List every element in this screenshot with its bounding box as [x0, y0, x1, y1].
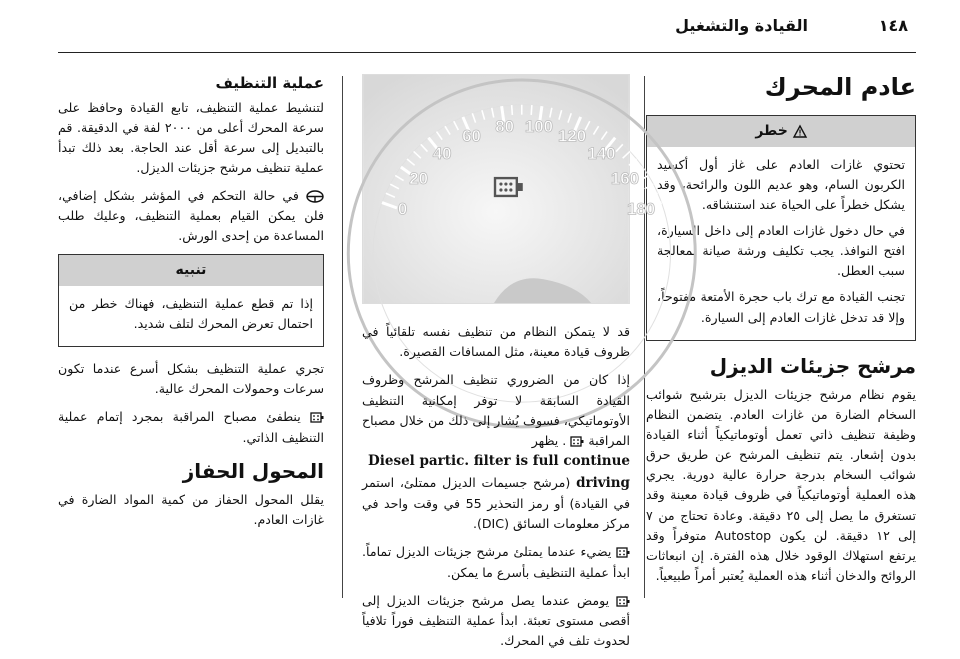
notice-box [58, 254, 324, 347]
column-divider [342, 76, 343, 598]
left-paragraph-5: يقلل المحول الحفاز من كمية المواد الضارة في غازات العادم. [58, 491, 324, 527]
gauge-label: 40 [432, 144, 452, 164]
middle-paragraph-3-text: يضيء عندما يمتلئ مرشح جزيئات الديزل تماماً. ابدأ عملية التنظيف بأسرع ما يمكن. [362, 544, 630, 580]
middle-paragraph-4 [362, 591, 630, 651]
left-paragraph-4-text: ينطفئ مصباح المراقبة بمجرد إتمام عملية التنظيف الذاتي. [58, 409, 324, 445]
gauge-tick [531, 105, 532, 115]
diesel-filter-warning-icon [570, 435, 584, 448]
gauge-label: 100 [524, 117, 553, 137]
gauge-label: 180 [626, 199, 656, 219]
danger-box-title: خطر [755, 123, 788, 140]
middle-paragraph-2-part-b: . يظهر [531, 432, 567, 448]
middle-paragraph-2-part-c: (مرشح جسيمات الديزل ممتلئ، استمر في القيادة) أو رمز التحذير 55 في وقت واحد في مركز معلومات السائق (DIC). [362, 474, 630, 532]
notice-box-title: تنبيه [59, 255, 323, 285]
page-header [0, 0, 960, 40]
gauge-label: 60 [462, 126, 481, 146]
dic-message-line-2: driving [576, 474, 630, 491]
right-column [646, 64, 916, 594]
left-paragraph-1: لتنشيط عملية التنظيف، تابع القيادة وحافظ على سرعة المحرك أعلى من ٢٠٠٠ لفة في الدقيقة. قم بالتبديل إلى سرعة أقل عند الحاجة. بعد ذلك تبدأ عملية تنظيف مرشح جزيئات الديزل. [58, 99, 324, 175]
warning-triangle-icon [793, 125, 807, 138]
page-number: ١٤٨ [878, 16, 908, 35]
left-paragraph-4 [58, 407, 324, 447]
header-title: القيادة والتشغيل [675, 16, 808, 35]
left-paragraph-2 [58, 186, 324, 246]
middle-paragraph-1: قد لا يتمكن النظام من تنظيف نفسه تلقائياً في ظروف قيادة معينة، مثل المسافات القصيرة. [362, 324, 630, 360]
gauge-label: 0 [397, 199, 408, 219]
gauge-tick [512, 105, 513, 115]
danger-paragraph: تجنب القيادة مع ترك باب حجرة الأمتعة مفتوحاً، وإلا قد تدخل غازات العادم إلى السيارة. [657, 289, 905, 325]
left-paragraph-3: تجري عملية التنظيف بشكل أسرع عندما تكون سرعات وحمولات المحرك عالية. [58, 361, 324, 397]
middle-column [362, 64, 656, 659]
section-heading-cleaning: عملية التنظيف [215, 74, 324, 92]
header-rule [58, 52, 916, 53]
middle-paragraph-4-text: يومض عندما يصل مرشح جزيئات الديزل إلى أقصى مستوى تعبئة. ابدأ عملية التنظيف فوراً تلافياً لحدوث تلف في المحرك. [362, 592, 630, 649]
steering-wheel-icon [306, 190, 324, 203]
gauge-label: 120 [557, 126, 587, 146]
gauge-tick [629, 159, 637, 165]
left-column [58, 64, 324, 538]
middle-paragraph-2 [362, 370, 630, 534]
middle-paragraph-3 [362, 542, 630, 582]
diesel-filter-warning-icon [616, 595, 630, 608]
section-heading-engine-exhaust: عادم المحرك [764, 73, 916, 101]
notice-box-text: إذا تم قطع عملية التنظيف، فهناك خطر من احتمال تعرض المحرك لتلف شديد. [69, 295, 313, 332]
section-heading-diesel-filter: مرشح جزيئات الديزل [709, 353, 916, 378]
diesel-filter-warning-icon [616, 546, 630, 559]
dic-message-line-1: Diesel partic. filter is full continue [368, 452, 630, 469]
speedometer-illustration [362, 74, 656, 304]
danger-box-header [647, 116, 915, 146]
danger-paragraph: في حال دخول غازات العادم إلى داخل السيارة، افتح النوافذ. يجب تكليف ورشة صيانة بمعالجة سبب العطل. [657, 223, 905, 279]
diesel-filter-warning-icon [310, 411, 324, 424]
middle-paragraph-2-part-a: إذا كان من الضروري تنظيف المرشح وظروف القيادة السابقة لا توفر إمكانية التنظيف الأوتوماتيكي، فسوف يُشار إلى ذلك من خلال مصباح المراقبة [362, 372, 630, 448]
gauge-label: 20 [409, 169, 428, 189]
gauge-label: 160 [610, 169, 640, 189]
gauge-label: 80 [495, 117, 514, 137]
gauge-label: 140 [587, 144, 616, 164]
diesel-filter-body: يقوم نظام مرشح جزيئات الديزل بترشيح شوائب السخام الضارة من غازات العادم. يتضمن النظام وظيفة تنظيف ذاتي تعمل أوتوماتيكياً أثناء القيادة بدون إشعار. يتم تنظيف المرشح عن طريق حرق شوائب السخام بدرجة حرارة عالية دورية. يجري هذه العملية أوتوماتيكياً في ظروف قيادة معينة وقد تستغرق ما يصل إلى ٢٥ دقيقة. وعادة تحتاج من ٧ إلى ١٢ دقيقة. لن يكون Autostop متوفراً وقد يرتفع استهلاك الوقود خلال هذه الفترة. إن انبعاثات الروائح والدخان أثناء هذه العملية يُعتبر أمراً طبيعياً. [646, 386, 916, 583]
danger-paragraph: تحتوي غازات العادم على غاز أول أكسيد الكربون السام، وهو عديم اللون والرائحة، وقد يشكل خطراً على الحياة عند استنشاقه. [657, 156, 905, 212]
left-paragraph-2-text: في حالة التحكم في المؤشر بشكل إضافي، فلن يمكن القيام بعملية التنظيف، وعليك طلب المساعدة من إحدى الورش. [58, 188, 324, 244]
section-heading-catalytic: المحول الحفاز [182, 458, 324, 483]
